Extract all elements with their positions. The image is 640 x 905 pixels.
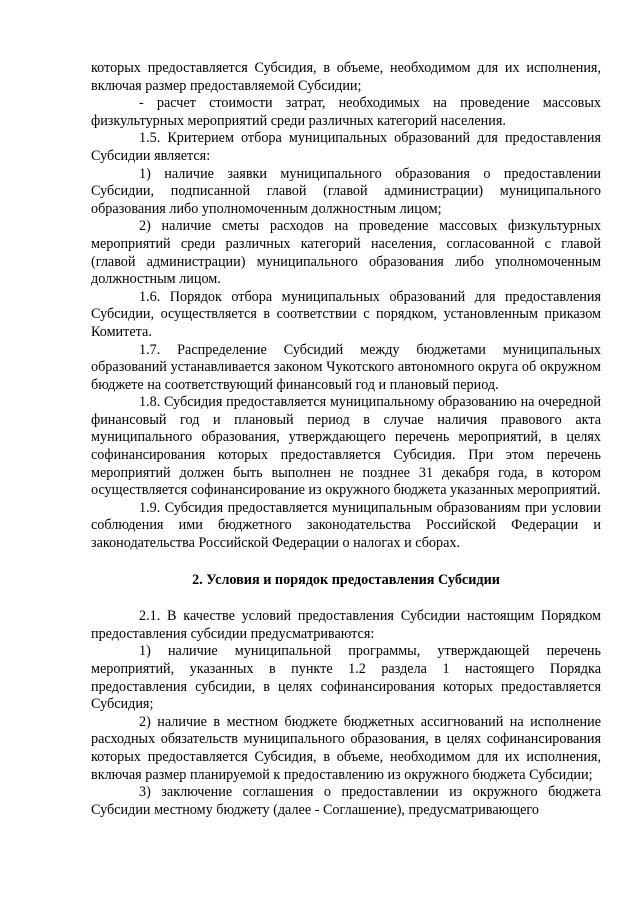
paragraph-condition-2: 2) наличие в местном бюджете бюджетных ассигнований на исполнение расходных обязательств муниципального образования, в целях софинансирования которых предоставляется Субсидия, в объеме, необходимом для их исполнения, включая размер планируемой к предоставлению из окружного бюджета Субсидии; (91, 713, 601, 783)
paragraph-2-1: 2.1. В качестве условий предоставления Субсидии настоящим Порядком предоставления субсидии предусматриваются: (91, 608, 601, 642)
paragraph-cost-calculation: - расчет стоимости затрат, необходимых на проведение массовых физкультурных мероприятий среди различных категорий населения. (91, 95, 601, 129)
paragraph-1-5: 1.5. Критерием отбора муниципальных образований для предоставления Субсидии является: (91, 130, 601, 164)
document-body (91, 60, 601, 819)
paragraph-1-7: 1.7. Распределение Субсидий между бюджетами муниципальных образований устанавливается законом Чукотского автономного округа об окружном бюджете на соответствующий финансовый год и плановый период. (91, 341, 601, 393)
paragraph-condition-1: 1) наличие муниципальной программы, утверждающей перечень мероприятий, указанных в пункте 1.2 раздела 1 настоящего Порядка предоставления субсидии, в целях софинансирования которых предоставляется Субсидия; (91, 643, 601, 713)
paragraph-1-8: 1.8. Субсидия предоставляется муниципальному образованию на очередной финансовый год и плановый период в случае наличия правового акта муниципального образования, утверждающего перечень мероприятий, в целях софинансирования которых предоставляется Субсидия. При этом перечень мероприятий должен быть выполнен не позднее 31 декабря года, в котором осуществляется софинансирование из окружного бюджета указанных мероприятий. (91, 394, 601, 499)
section-heading: 2. Условия и порядок предоставления Субсидии (192, 571, 500, 588)
paragraph-1-9: 1.9. Субсидия предоставляется муниципальным образованиям при условии соблюдения ими бюджетного законодательства Российской Федерации и законодательства Российской Федерации о налогах и сборах. (91, 499, 601, 552)
paragraph-criterion-1: 1) наличие заявки муниципального образования о предоставлении Субсидии, подписанной главой (главой администрации) муниципального образования либо уполномоченным должностным лицом; (91, 165, 601, 217)
paragraph-criterion-2: 2) наличие сметы расходов на проведение массовых физкультурных мероприятий среди различных категорий населения, согласованной с главой (главой администрации) муниципального образования либо уполномоченным должностным лицом. (91, 218, 601, 288)
paragraph-condition-3: 3) заключение соглашения о предоставлении из окружного бюджета Субсидии местному бюджету (далее - Соглашение), предусматривающего (91, 784, 601, 818)
paragraph-1-6: 1.6. Порядок отбора муниципальных образований для предоставления Субсидии, осуществляется в соответствии с порядком, установленным приказом Комитета. (91, 288, 601, 340)
paragraph-continuation: которых предоставляется Субсидия, в объеме, необходимом для их исполнения, включая размер предоставляемой Субсидии; (91, 60, 601, 94)
